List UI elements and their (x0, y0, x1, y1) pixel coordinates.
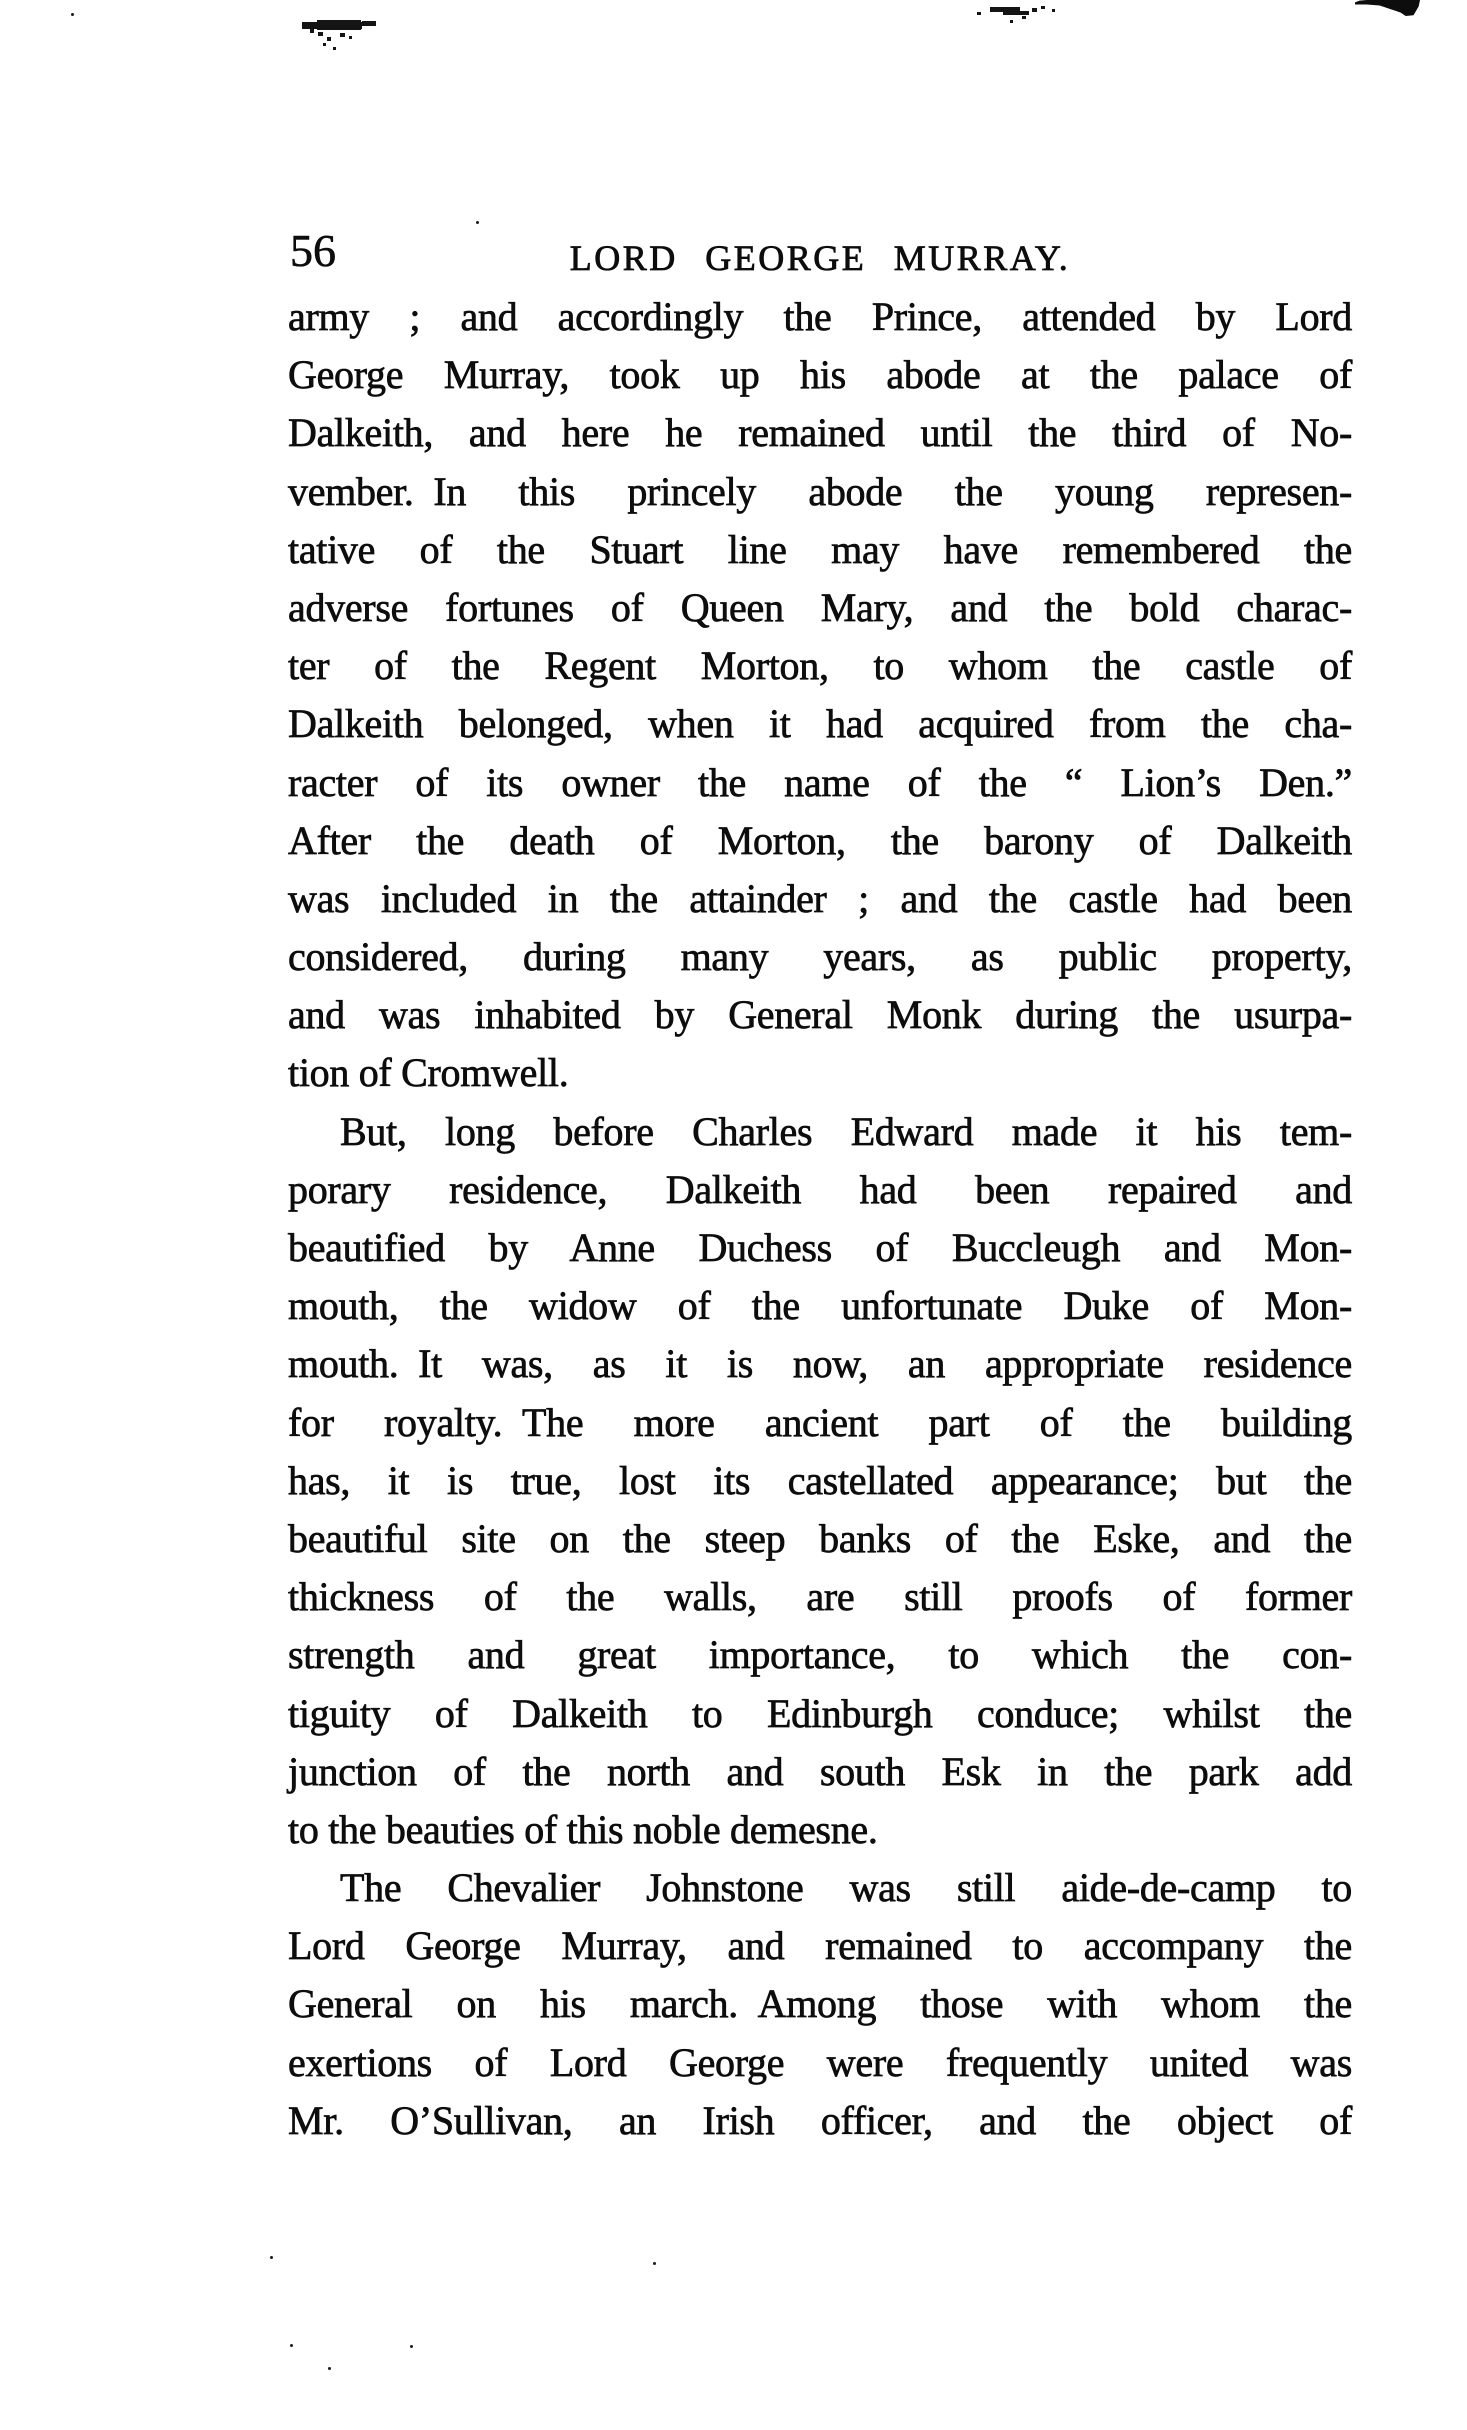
text-line: to the beauties of this noble demesne. (288, 1806, 878, 1852)
text-line: mouth. It was, as it is now, an appropriate residence (288, 1341, 1352, 1387)
text-line: exertions of Lord George were frequently united was (288, 2039, 1352, 2085)
running-title: LORD GEORGE MURRAY. (569, 238, 1071, 278)
ink-blot-corner (1355, 0, 1420, 16)
text-line: But, long before Charles Edward made it his tem- (340, 1108, 1352, 1154)
text-line: for royalty. The more ancient part of the building (288, 1399, 1352, 1445)
text-line: was included in the attainder ; and the castle had been (288, 875, 1352, 921)
text-line: After the death of Morton, the barony of Dalkeith (288, 817, 1352, 863)
text-line: beautified by Anne Duchess of Buccleugh and Mon- (288, 1225, 1352, 1270)
dust-speck (328, 2367, 331, 2370)
dust-speck (410, 2345, 413, 2348)
text-line: strength and great importance, to which the con- (288, 1632, 1352, 1678)
text-line: porary residence, Dalkeith had been repaired and (288, 1166, 1352, 1212)
text-line: has, it is true, lost its castellated appearance; but the (288, 1457, 1352, 1503)
text-line: racter of its owner the name of the “ Lion’s Den.” (288, 759, 1352, 805)
text-line: mouth, the widow of the unfortunate Duke of Mon- (288, 1283, 1352, 1329)
text-line: tiguity of Dalkeith to Edinburgh conduce; whilst the (288, 1690, 1352, 1736)
text-block (288, 288, 1352, 2150)
text-line: George Murray, took up his abode at the palace of (288, 352, 1352, 398)
text-line: army ; and accordingly the Prince, attended by Lord (288, 294, 1352, 339)
text-line: vember. In this princely abode the young represen- (288, 468, 1352, 514)
dust-speck (71, 13, 74, 16)
text-line: considered, during many years, as public property, (288, 934, 1352, 980)
text-line: ter of the Regent Morton, to whom the castle of (288, 643, 1352, 689)
text-line: Mr. O’Sullivan, an Irish officer, and the object of (288, 2097, 1352, 2143)
text-line: General on his march. Among those with whom the (288, 1981, 1352, 2027)
text-line: tion of Cromwell. (288, 1050, 569, 1096)
text-line: adverse fortunes of Queen Mary, and the bold charac- (288, 584, 1352, 630)
text-line: tative of the Stuart line may have remembered the (288, 526, 1352, 572)
text-line: Dalkeith belonged, when it had acquired from the cha- (288, 701, 1352, 747)
page-header (288, 0, 1352, 300)
dust-speck (653, 2262, 656, 2265)
text-line: and was inhabited by General Monk during the usurpa- (288, 992, 1352, 1038)
dust-speck (290, 2344, 293, 2347)
text-line: Lord George Murray, and remained to accompany the (288, 1923, 1352, 1969)
text-line: beautiful site on the steep banks of the Eske, and the (288, 1515, 1352, 1561)
page-number: 56 (290, 225, 336, 276)
text-line: The Chevalier Johnstone was still aide-de-camp to (340, 1865, 1352, 1911)
dust-speck (270, 2256, 273, 2259)
text-line: Dalkeith, and here he remained until the third of No- (288, 410, 1352, 456)
text-line: thickness of the walls, are still proofs of former (288, 1574, 1352, 1620)
text-line: junction of the north and south Esk in the park add (288, 1748, 1352, 1794)
